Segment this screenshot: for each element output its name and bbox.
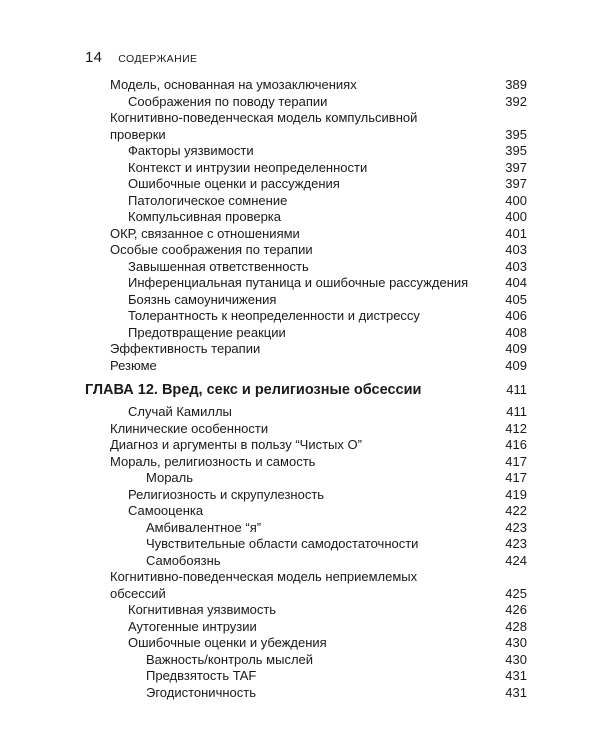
toc-entry — [0, 77, 600, 94]
toc-entry-title: Особые соображения по терапии — [110, 242, 313, 257]
toc-entry-page-number: 428 — [505, 618, 527, 634]
toc-entry — [0, 652, 600, 669]
toc-entry — [0, 325, 600, 342]
toc-entry-title: Патологическое сомнение — [128, 192, 288, 208]
toc-entry — [0, 437, 600, 454]
toc-entry-page-number: 417 — [505, 453, 527, 469]
toc-entry-title: Ошибочные оценки и рассуждения — [128, 176, 340, 191]
toc-entry — [0, 569, 600, 602]
toc-entry-title: Самооценка — [128, 503, 204, 518]
toc-entry-title: Религиозность и скрупулезность — [128, 486, 325, 502]
toc-chapter-entry — [0, 379, 600, 401]
toc-entry — [0, 685, 600, 702]
toc-entry — [0, 193, 600, 210]
toc-entry-page-number: 408 — [505, 324, 527, 340]
toc-entry-page-number: 430 — [505, 651, 527, 667]
toc-entry-page-number: 423 — [505, 536, 527, 551]
page-number: 14 — [85, 49, 103, 66]
toc-entry-title: Эффективность терапии — [110, 341, 261, 356]
toc-entry-title: Эгодистоничность — [146, 684, 256, 700]
toc-entry — [0, 619, 600, 636]
toc-entry-title: Модель, основанная на умозаключениях — [110, 77, 357, 92]
toc-entry — [0, 292, 600, 309]
toc-entry-page-number: 412 — [505, 420, 527, 436]
toc-entry-page-number: 395 — [505, 126, 527, 142]
toc-entry-page-number: 395 — [505, 143, 527, 158]
toc-entry-page-number: 424 — [505, 552, 527, 568]
toc-entry-page-number: 411 — [506, 382, 527, 397]
toc-entry — [0, 259, 600, 276]
toc-entry-title: Боязнь самоуничижения — [128, 291, 277, 307]
running-head — [85, 49, 197, 69]
toc-entry — [0, 160, 600, 177]
toc-entry-page-number: 411 — [506, 404, 527, 419]
toc-entry — [0, 470, 600, 487]
toc-entry-title: Аутогенные интрузии — [128, 618, 257, 634]
toc-entry-page-number: 397 — [505, 176, 527, 191]
toc-entry-title: Клинические особенности — [110, 420, 269, 436]
toc-entry — [0, 358, 600, 375]
toc-entry-title: Мораль, религиозность и самость — [110, 453, 316, 469]
toc-entry-title: Мораль — [146, 470, 194, 485]
toc-entry — [0, 421, 600, 438]
toc-entry-page-number: 416 — [505, 437, 527, 452]
toc-entry-title: Резюме — [110, 357, 157, 373]
toc-entry — [0, 341, 600, 358]
toc-entry — [0, 308, 600, 325]
toc-entry-title: Контекст и интрузии неопределенности — [128, 159, 368, 175]
toc-entry — [0, 553, 600, 570]
toc-entry-title: Толерантность к неопределенности и дистрессу — [128, 308, 420, 323]
toc-entry — [0, 275, 600, 292]
toc-entry-page-number: 404 — [505, 275, 527, 290]
toc-entry-title: Самобоязнь — [146, 552, 221, 568]
toc-entry-page-number: 392 — [505, 93, 527, 109]
toc-entry-page-number: 431 — [505, 668, 527, 683]
toc-entry-page-number: 401 — [505, 225, 527, 241]
toc-entry — [0, 668, 600, 685]
toc-entry — [0, 143, 600, 160]
toc-entry-page-number: 400 — [505, 209, 527, 224]
toc-entry-page-number: 406 — [505, 308, 527, 323]
toc-entry-title: Важность/контроль мыслей — [146, 651, 314, 667]
toc-entry — [0, 242, 600, 259]
toc-entry-title: Когнитивно-поведенческая модель неприемлемых обсессий — [110, 569, 418, 601]
toc-entry — [0, 176, 600, 193]
toc-entry-page-number: 422 — [505, 503, 527, 518]
toc-entry-title: Соображения по поводу терапии — [128, 93, 328, 109]
toc-entry — [0, 487, 600, 504]
toc-entry — [0, 536, 600, 553]
toc-entry-page-number: 403 — [505, 258, 527, 274]
toc-entry-page-number: 431 — [505, 684, 527, 700]
toc-entry-title: Предвзятость TAF — [146, 668, 257, 683]
toc-entry-page-number: 425 — [505, 585, 527, 601]
toc-entry — [0, 209, 600, 226]
toc-entry-page-number: 389 — [505, 77, 527, 92]
toc-entry-page-number: 403 — [505, 242, 527, 257]
toc-entry-title: Компульсивная проверка — [128, 209, 282, 224]
toc-entry — [0, 404, 600, 421]
toc-entry-page-number: 419 — [505, 486, 527, 502]
toc-entry-title: Случай Камиллы — [128, 404, 232, 419]
toc-entry-page-number: 409 — [505, 357, 527, 373]
toc-entry — [0, 94, 600, 111]
toc-entry-title: ОКР, связанное с отношениями — [110, 225, 300, 241]
toc-entry-title: Чувствительные области самодостаточности — [146, 536, 419, 551]
toc-entry-page-number: 400 — [505, 192, 527, 208]
toc-entry-page-number: 423 — [505, 519, 527, 535]
toc-entry — [0, 635, 600, 652]
toc-entry — [0, 602, 600, 619]
toc-entry-page-number: 430 — [505, 635, 527, 650]
section-title: СОДЕРЖАНИЕ — [118, 53, 198, 65]
toc-entry — [0, 110, 600, 143]
chapter-title: ГЛАВА 12. Вред, секс и религиозные обсессии — [85, 382, 422, 398]
toc-entry-page-number: 417 — [505, 470, 527, 485]
toc-entry — [0, 226, 600, 243]
toc-entry-title: Завышенная ответственность — [128, 258, 309, 274]
toc-entry — [0, 454, 600, 471]
toc-entry-page-number: 397 — [505, 159, 527, 175]
toc-entry-page-number: 409 — [505, 341, 527, 356]
toc-entry-title: Ошибочные оценки и убеждения — [128, 635, 327, 650]
table-of-contents — [0, 77, 600, 701]
toc-entry-title: Предотвращение реакции — [128, 324, 286, 340]
toc-entry-title: Факторы уязвимости — [128, 143, 254, 158]
toc-entry-title: Когнитивная уязвимость — [128, 602, 277, 617]
toc-entry-title: Амбивалентное “я” — [146, 519, 262, 535]
toc-entry-page-number: 426 — [505, 602, 527, 617]
toc-entry-title: Когнитивно-поведенческая модель компульсивной проверки — [110, 110, 418, 142]
toc-entry-title: Инференциальная путаница и ошибочные рассуждения — [128, 275, 469, 290]
toc-entry-title: Диагноз и аргументы в пользу “Чистых О” — [110, 437, 362, 452]
toc-entry — [0, 503, 600, 520]
toc-entry — [0, 520, 600, 537]
toc-entry-page-number: 405 — [505, 291, 527, 307]
